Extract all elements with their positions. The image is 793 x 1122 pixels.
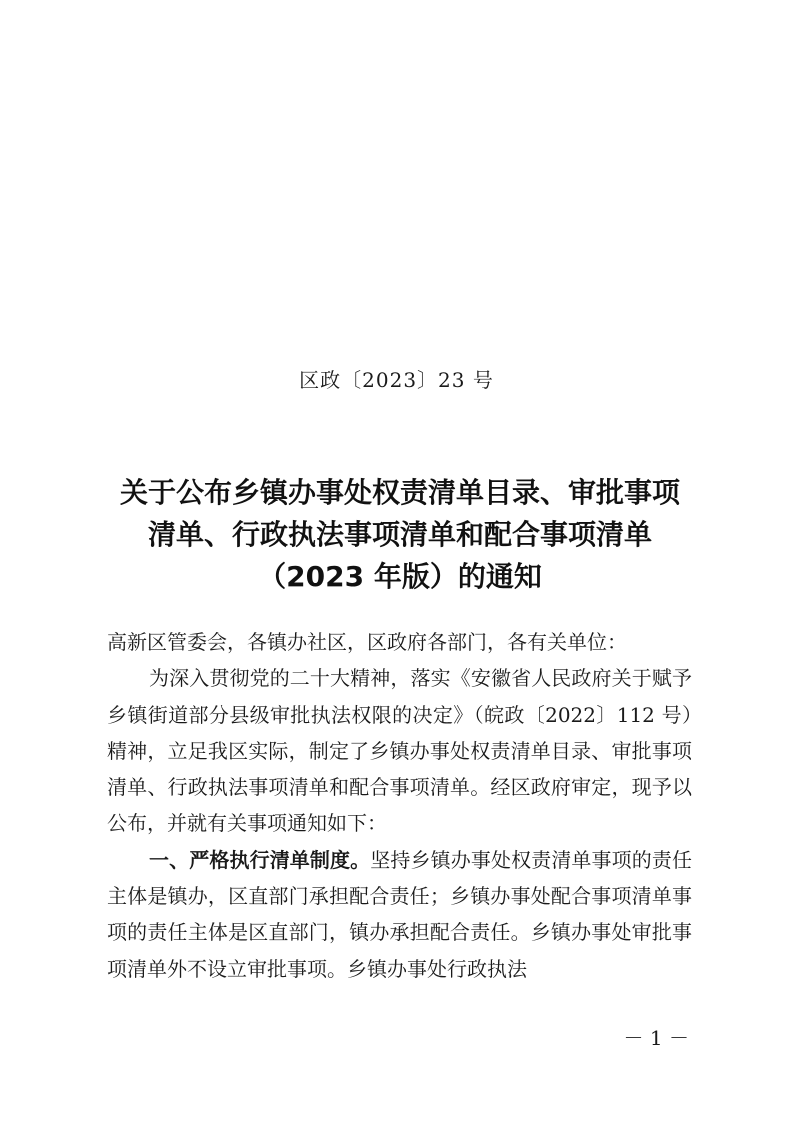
paragraph-intro: 为深入贯彻党的二十大精神，落实《安徽省人民政府关于赋予乡镇街道部分县级审批执法权限的决定》（皖政〔2022〕112 号）精神，立足我区实际，制定了乡镇办事处权责清单目录、审批事项清单、行政执法事项清单和配合事项清单。经区政府审定，现予以公布，并就有关事项通知如下：	[107, 666, 692, 836]
section-1-heading: 一、严格执行清单制度。	[149, 847, 371, 872]
salutation: 高新区管委会，各镇办社区，区政府各部门，各有关单位：	[107, 630, 627, 654]
title-line-3: （2023 年版）的通知	[258, 560, 542, 593]
title-line-2: 清单、行政执法事项清单和配合事项清单	[147, 518, 652, 551]
section-1-text: 坚持乡镇办事处权责清单事项的责任主体是镇办，区直部门承担配合责任；乡镇办事处配合事项清单事项的责任主体是区直部门，镇办承担配合责任。乡镇办事处审批事项清单外不设立审批事项。乡镇办事处行政执法	[107, 847, 693, 981]
document-number: 区政〔2023〕23 号	[299, 368, 494, 392]
document-body	[107, 624, 692, 987]
document-title	[100, 472, 700, 598]
paragraph-section-1	[107, 842, 692, 987]
title-line-1: 关于公布乡镇办事处权责清单目录、审批事项	[119, 476, 680, 509]
page-number: － 1 －	[623, 1026, 689, 1050]
